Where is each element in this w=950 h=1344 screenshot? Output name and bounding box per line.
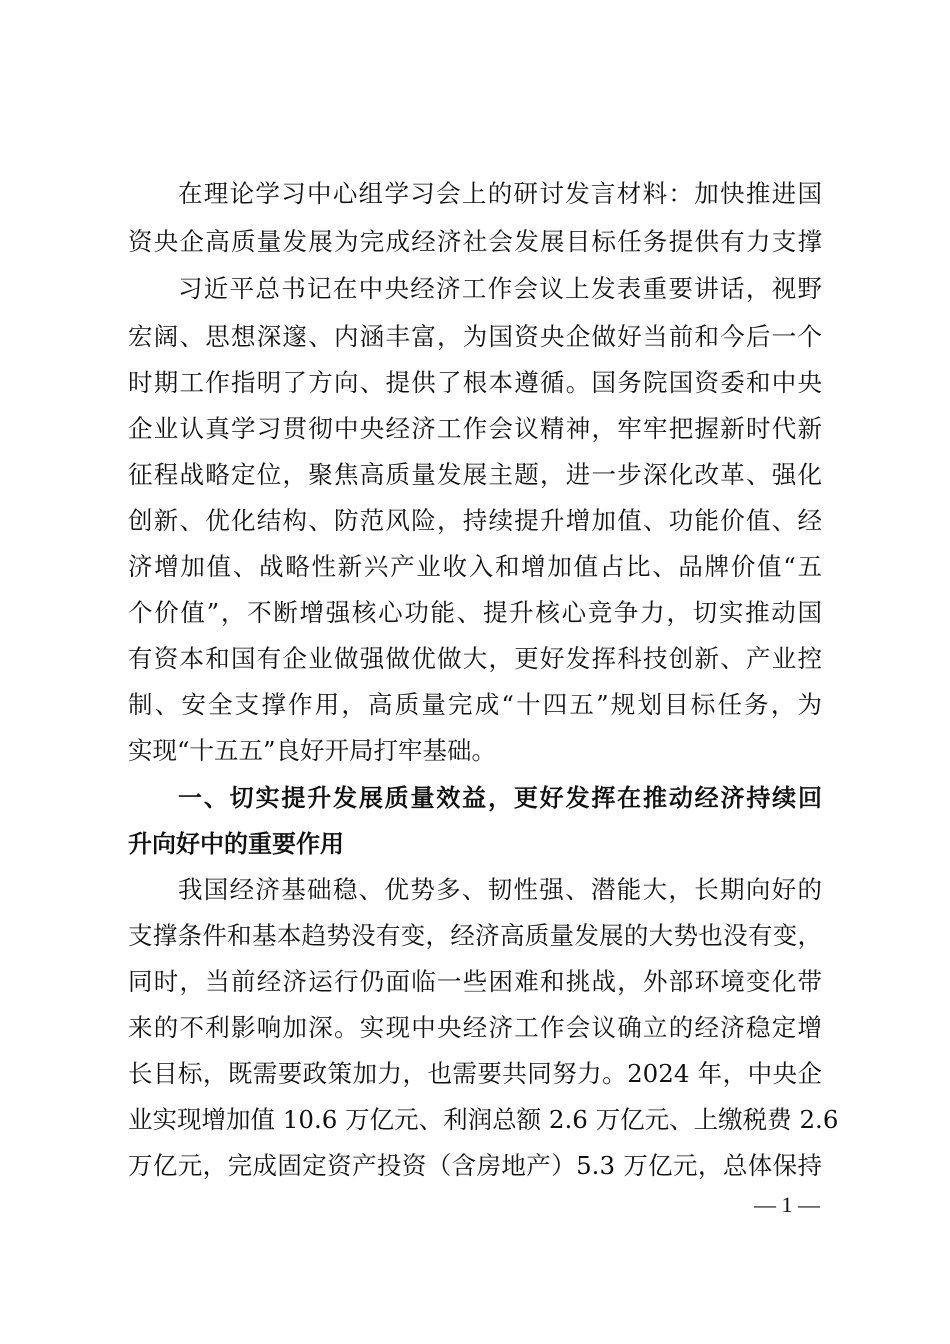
paragraph1-line-6: 创新、优化结构、防范风险，持续提升增加值、功能价值、经 [128, 506, 822, 535]
paragraph2-line-6: 业实现增加值 10.6 万亿元、利润总额 2.6 万亿元、上缴税费 2.6 [128, 1105, 839, 1134]
paragraph1-line-1: 习近平总书记在中央经济工作会议上发表重要讲话，视野 [178, 274, 822, 303]
paragraph2-line-5: 长目标，既需要政策加力，也需要共同努力。2024 年，中央企 [128, 1059, 822, 1088]
paragraph2-line-1: 我国经济基础稳、优势多、韧性强、潜能大，长期向好的 [178, 875, 822, 904]
paragraph1-line-7: 济增加值、战略性新兴产业收入和增加值占比、品牌价值“五 [128, 552, 822, 581]
paragraph1-line-3: 时期工作指明了方向、提供了根本遵循。国务院国资委和中央 [128, 368, 822, 397]
paragraph2-line-7: 万亿元，完成固定资产投资（含房地产）5.3 万亿元，总体保持 [128, 1151, 822, 1180]
paragraph1-line-8: 个价值”，不断增强核心功能、提升核心竞争力，切实推动国 [128, 598, 822, 627]
paragraph2-line-3: 同时，当前经济运行仍面临一些困难和挑战，外部环境变化带 [128, 967, 822, 996]
title-line-1: 在理论学习中心组学习会上的研讨发言材料：加快推进国 [178, 179, 822, 208]
section-heading-line-2: 升向好中的重要作用 [128, 830, 344, 858]
page-number: — 1 — [754, 1192, 820, 1217]
section-heading-line-1: 一、切实提升发展质量效益，更好发挥在推动经济持续回 [178, 784, 822, 812]
paragraph1-line-2: 宏阔、思想深邃、内涵丰富，为国资央企做好当前和今后一个 [128, 322, 822, 351]
paragraph2-line-4: 来的不利影响加深。实现中央经济工作会议确立的经济稳定增 [128, 1013, 822, 1042]
paragraph2-line-2: 支撑条件和基本趋势没有变，经济高质量发展的大势也没有变， [128, 921, 822, 950]
title-line-2: 资央企高质量发展为完成经济社会发展目标任务提供有力支撑 [128, 227, 822, 256]
paragraph1-line-11: 实现“十五五”良好开局打牢基础。 [128, 736, 497, 765]
paragraph1-line-4: 企业认真学习贯彻中央经济工作会议精神，牢牢把握新时代新 [128, 414, 822, 443]
paragraph1-line-10: 制、安全支撑作用，高质量完成“十四五”规划目标任务，为 [128, 690, 822, 719]
paragraph1-line-9: 有资本和国有企业做强做优做大，更好发挥科技创新、产业控 [128, 644, 822, 673]
paragraph1-line-5: 征程战略定位，聚焦高质量发展主题，进一步深化改革、强化 [128, 460, 822, 489]
